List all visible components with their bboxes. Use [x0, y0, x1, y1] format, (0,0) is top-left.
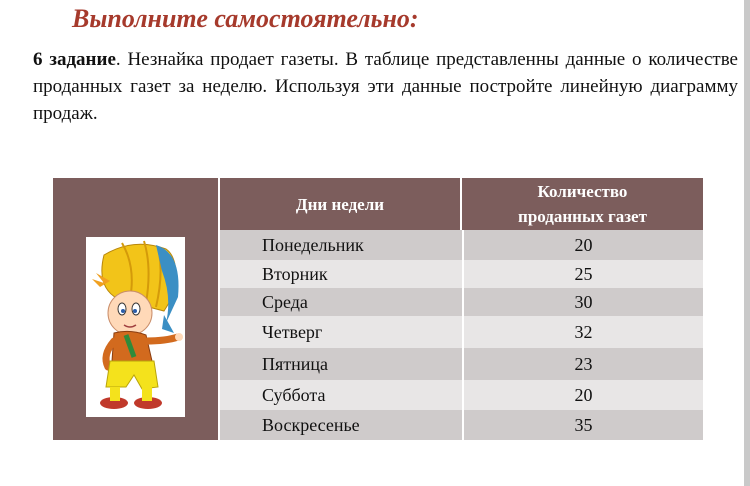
count-cell: 20 — [574, 384, 593, 405]
slide-edge — [744, 0, 750, 486]
count-cell: 20 — [574, 234, 593, 255]
sales-table — [53, 178, 703, 440]
day-cell: Пятница — [220, 348, 464, 380]
table-row — [220, 348, 703, 380]
day-cell: Понедельник — [220, 230, 464, 260]
character-illustration — [86, 237, 185, 417]
header-count-line2: проданных газет — [518, 207, 647, 226]
day-cell: Четверг — [220, 316, 464, 348]
slide-title: Выполните самостоятельно: — [72, 4, 419, 33]
table-row — [220, 410, 703, 440]
table-row — [220, 380, 703, 410]
neznayka-picture — [86, 237, 185, 417]
task-text — [33, 46, 738, 127]
day-cell: Воскресенье — [220, 410, 464, 440]
header-days: Дни недели — [220, 178, 462, 230]
count-cell: 23 — [574, 353, 593, 374]
count-cell: 35 — [574, 414, 593, 435]
table-row — [220, 230, 703, 260]
task-label: 6 задание — [33, 49, 116, 70]
day-cell: Среда — [220, 288, 464, 316]
count-cell: 30 — [574, 291, 593, 312]
header-count — [462, 178, 703, 230]
count-cell: 25 — [574, 263, 593, 284]
header-count-line1: Количество — [537, 182, 628, 201]
task-body: . Незнайка продает газеты. В таблице представленны данные о количестве проданных газет за неделю. Используя эти данные постройте линейную диаграмму продаж. — [33, 49, 738, 124]
table-row — [220, 316, 703, 348]
day-cell: Вторник — [220, 260, 464, 288]
table-row — [220, 288, 703, 316]
day-cell: Суббота — [220, 380, 464, 410]
count-cell: 32 — [574, 321, 593, 342]
table-row — [220, 260, 703, 288]
picture-cell — [53, 178, 220, 440]
